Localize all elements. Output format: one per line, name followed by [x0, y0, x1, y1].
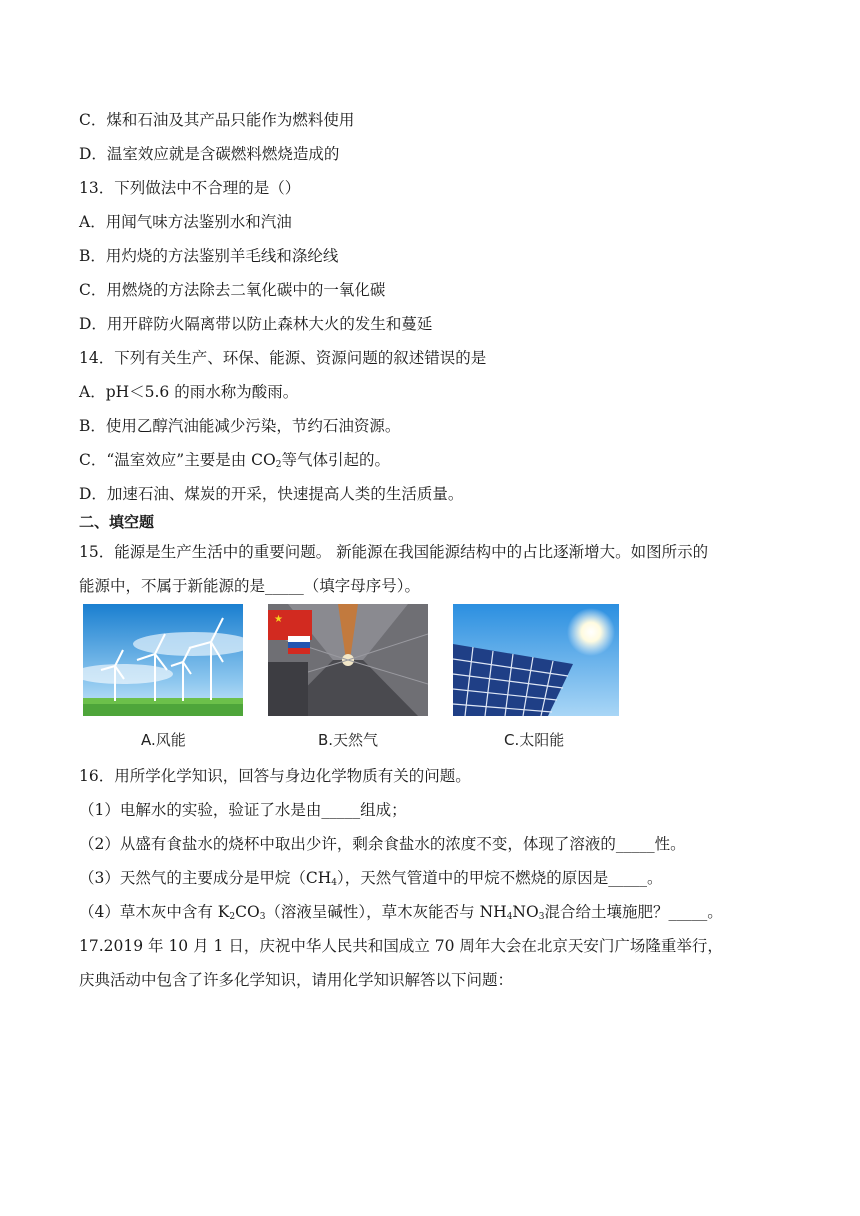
- option-text: C．“温室效应”主要是由 $CO_2$等气体引起的。: [79, 451, 390, 470]
- sub-question: （1）电解水的实验，验证了水是由_____组成；: [79, 801, 407, 819]
- figure-caption-a: A.风能: [141, 731, 186, 749]
- section-heading: 二、填空题: [79, 513, 155, 531]
- question-13: 13．下列做法中不合理的是（）: [79, 179, 301, 197]
- sub-question: （3）天然气的主要成分是甲烷$(CH_4)$，天然气管道中的甲烷不燃烧的原因是_____。: [79, 869, 663, 888]
- question-16: 16．用所学化学知识，回答与身边化学物质有关的问题。: [79, 767, 471, 785]
- option-text: A．pH＜5.6 的雨水称为酸雨。: [79, 383, 299, 401]
- figure-caption-c: C.太阳能: [504, 731, 565, 749]
- question-15-line2: 能源中，不属于新能源的是_____（填字母序号）。: [79, 577, 421, 595]
- sub-question: （2）从盛有食盐水的烧杯中取出少许，剩余食盐水的浓度不变，体现了溶液的_____性。: [79, 835, 686, 853]
- option-text: B．用灼烧的方法鉴别羊毛线和涤纶线: [79, 247, 339, 265]
- option-text: A．用闻气味方法鉴别水和汽油: [79, 213, 292, 231]
- svg-text:★: ★: [274, 614, 283, 625]
- option-text: D．温室效应就是含碳燃料燃烧造成的: [79, 145, 340, 163]
- natural-gas-image: [268, 604, 428, 716]
- solar-energy-image: [453, 604, 619, 716]
- option-text: C．用燃烧的方法除去二氧化碳中的一氧化碳: [79, 281, 386, 299]
- wind-energy-image: [83, 604, 243, 716]
- question-17-line1: 17.2019 年 10 月 1 日，庆祝中华人民共和国成立 70 周年大会在北京天安门广场隆重举行，: [79, 937, 723, 955]
- sub-question: （4）草木灰中含有 $K_2CO_3$（溶液呈碱性），草木灰能否与 $NH_4NO_3$混合给土壤施肥？_____。: [79, 903, 723, 922]
- option-text: D．用开辟防火隔离带以防止森林大火的发生和蔓延: [79, 315, 433, 333]
- option-text: C．煤和石油及其产品只能作为燃料使用: [79, 111, 355, 129]
- question-17-line2: 庆典活动中包含了许多化学知识，请用化学知识解答以下问题：: [79, 971, 514, 989]
- option-text: D．加速石油、煤炭的开采，快速提高人类的生活质量。: [79, 485, 464, 503]
- option-text: B．使用乙醇汽油能减少污染，节约石油资源。: [79, 417, 401, 435]
- figure-caption-b: B.天然气: [318, 731, 379, 749]
- question-15-line1: 15．能源是生产生活中的重要问题。 新能源在我国能源结构中的占比逐渐增大。如图所示的: [79, 543, 709, 561]
- question-14: 14．下列有关生产、环保、能源、资源问题的叙述错误的是: [79, 349, 487, 367]
